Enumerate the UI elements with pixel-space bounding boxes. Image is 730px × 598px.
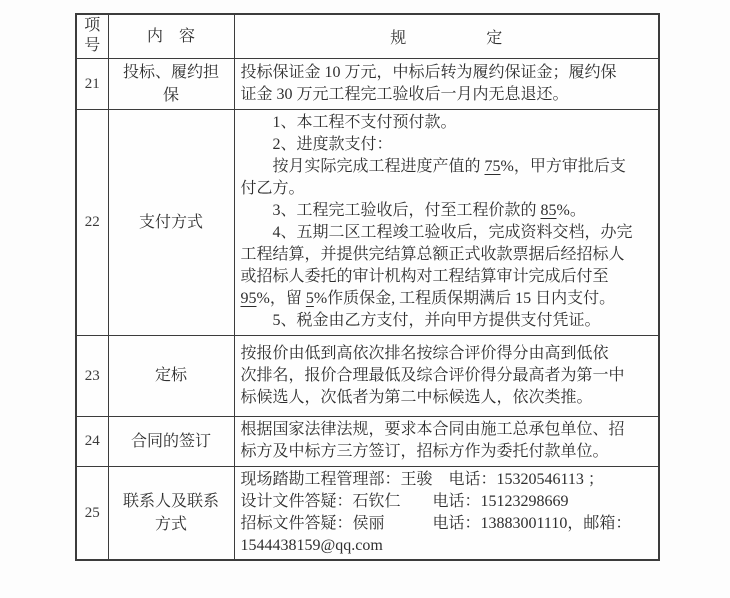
regulation-cell [234,466,659,560]
regulation-line: 5、税金由乙方支付，并向甲方提供支付凭证。 [240,312,601,329]
row-number-cell: 23 [76,335,108,416]
regulation-line: 证金 30 万元工程完工验收后一月内无息退还。 [240,85,569,103]
regulation-cell [234,109,659,335]
table-body [76,58,659,560]
row-number-cell: 22 [76,109,108,335]
content-cell: 联系人及联系方式 [108,466,234,560]
regulation-line: 2、进度款支付： [240,136,393,153]
regulation-line: 按报价由低到高依次排名按综合评价得分由高到低依 [240,344,609,362]
table-row [76,416,659,466]
regulation-line: 4、五期二区工程竣工验收后，完成资料交档，办完 [240,224,633,241]
content-cell: 定标 [108,335,234,416]
regulation-line: 1、本工程不支付预付款。 [240,114,457,131]
contract-terms-table [75,13,660,561]
regulation-line: 根据国家法律法规，要求本合同由施工总承包单位、招 [240,421,625,438]
regulation-line: 付乙方。 [240,180,305,197]
table-row [76,335,659,416]
regulation-line: 工程结算，并提供完结算总额正式收款票据后经招标人 [240,246,625,263]
regulation-line: 3、工程完工验收后，付至工程价款的 85%。 [240,202,586,219]
regulation-line: 按月实际完成工程进度产值的 75%，甲方审批后支 [240,158,626,175]
row-number-cell: 21 [76,58,108,109]
regulation-line: 现场踏勘工程管理部：王骏 电话：15320546113 ； [240,470,604,488]
header-content: 内 容 [108,14,234,58]
regulation-line: 投标保证金 10 万元，中标后转为履约保证金；履约保 [240,63,617,81]
header-regulation: 规 定 [234,14,659,58]
table-header-row [76,14,659,58]
regulation-cell [234,58,659,109]
underlined-value: 95 [240,290,257,307]
regulation-line: 次排名，报价合理最低及综合评价得分最高者为第一中 [240,366,625,384]
regulation-line: 1544438159@qq.com [240,536,383,554]
regulation-line: 或招标人委托的审计机构对工程结算审计完成后付至 [240,268,609,285]
regulation-line: 95%，留 5%作质保金, 工程质保期满后 15 日内支付。 [240,290,616,307]
row-number-cell: 24 [76,416,108,466]
content-cell: 投标、履约担保 [108,58,234,109]
underlined-value: 85 [540,202,557,219]
table-row [76,109,659,335]
underlined-value: 75 [484,158,501,175]
regulation-line: 招标文件答疑：侯丽 电话：13883001110，邮箱： [240,514,632,532]
table-row [76,466,659,560]
regulation-line: 标候选人，次低者为第二中标候选人，依次类推。 [240,388,593,406]
content-cell: 支付方式 [108,109,234,335]
regulation-cell [234,335,659,416]
regulation-line: 标方及中标方三方签订，招标方作为委托付款单位。 [240,443,609,460]
row-number-cell: 25 [76,466,108,560]
content-cell: 合同的签订 [108,416,234,466]
underlined-value: 5 [305,290,314,307]
regulation-cell [234,416,659,466]
table-row [76,58,659,109]
header-item-no: 项号 [76,14,108,58]
regulation-line: 设计文件答疑：石钦仁 电话：15123298669 [240,492,569,510]
